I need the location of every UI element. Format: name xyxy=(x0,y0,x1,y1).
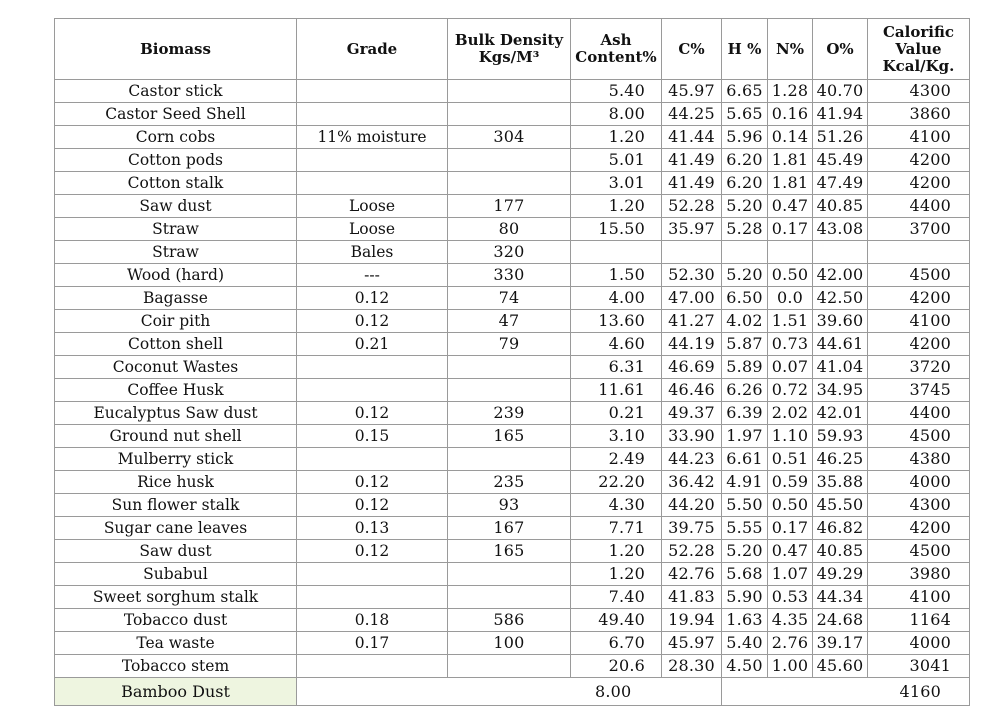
cell-grade xyxy=(297,655,448,678)
cell-carbon: 44.25 xyxy=(662,103,722,126)
cell-carbon: 19.94 xyxy=(662,609,722,632)
cell-calorific-value: 4100 xyxy=(868,586,970,609)
cell-carbon: 33.90 xyxy=(662,425,722,448)
cell-hydrogen: 5.28 xyxy=(722,218,768,241)
header-bulk-density: Bulk Density Kgs/M³ xyxy=(448,19,571,80)
cell-calorific-value: 4200 xyxy=(868,149,970,172)
cell-biomass: Mulberry stick xyxy=(55,448,297,471)
cell-hydrogen: 5.87 xyxy=(722,333,768,356)
cell-hydrogen: 6.20 xyxy=(722,149,768,172)
cell-hydrogen: 5.68 xyxy=(722,563,768,586)
biomass-properties-table xyxy=(54,18,970,706)
table-row xyxy=(55,241,970,264)
cell-biomass: Castor Seed Shell xyxy=(55,103,297,126)
cell-bulk-density xyxy=(448,448,571,471)
cell-bulk-density xyxy=(448,103,571,126)
cell-calorific-value xyxy=(868,241,970,264)
cell-nitrogen: 1.10 xyxy=(768,425,813,448)
cell-calorific-value: 4500 xyxy=(868,425,970,448)
table-row xyxy=(55,126,970,149)
cell-calorific-value: 4100 xyxy=(868,310,970,333)
cell-bulk-density xyxy=(448,655,571,678)
cell-biomass: Sweet sorghum stalk xyxy=(55,586,297,609)
cell-carbon: 45.97 xyxy=(662,80,722,103)
cell-biomass: Bagasse xyxy=(55,287,297,310)
cell-oxygen: 46.82 xyxy=(813,517,868,540)
cell-biomass: Subabul xyxy=(55,563,297,586)
cell-calorific-merged: 4160 xyxy=(722,678,970,706)
cell-hydrogen: 5.20 xyxy=(722,195,768,218)
cell-grade: Loose xyxy=(297,218,448,241)
cell-grade xyxy=(297,80,448,103)
cell-nitrogen: 0.47 xyxy=(768,195,813,218)
table-row xyxy=(55,356,970,379)
cell-oxygen: 35.88 xyxy=(813,471,868,494)
cell-hydrogen: 1.97 xyxy=(722,425,768,448)
cell-calorific-value: 3980 xyxy=(868,563,970,586)
cell-ash: 3.10 xyxy=(571,425,662,448)
cell-bulk-density xyxy=(448,379,571,402)
header-carbon: C% xyxy=(662,19,722,80)
cell-biomass: Eucalyptus Saw dust xyxy=(55,402,297,425)
cell-biomass: Cotton pods xyxy=(55,149,297,172)
cell-hydrogen: 4.91 xyxy=(722,471,768,494)
table-row xyxy=(55,195,970,218)
cell-nitrogen: 0.59 xyxy=(768,471,813,494)
cell-biomass: Rice husk xyxy=(55,471,297,494)
cell-carbon: 44.23 xyxy=(662,448,722,471)
cell-nitrogen: 2.02 xyxy=(768,402,813,425)
cell-grade: 0.13 xyxy=(297,517,448,540)
cell-bulk-density: 167 xyxy=(448,517,571,540)
cell-carbon: 28.30 xyxy=(662,655,722,678)
cell-bulk-density: 177 xyxy=(448,195,571,218)
cell-bulk-density: 93 xyxy=(448,494,571,517)
cell-calorific-value: 4000 xyxy=(868,632,970,655)
header-grade: Grade xyxy=(297,19,448,80)
cell-carbon xyxy=(662,241,722,264)
table-row xyxy=(55,494,970,517)
header-oxygen: O% xyxy=(813,19,868,80)
cell-hydrogen: 6.39 xyxy=(722,402,768,425)
cell-biomass: Corn cobs xyxy=(55,126,297,149)
table-row xyxy=(55,149,970,172)
cell-biomass: Tobacco stem xyxy=(55,655,297,678)
cell-grade: Bales xyxy=(297,241,448,264)
cell-carbon: 35.97 xyxy=(662,218,722,241)
table-row xyxy=(55,609,970,632)
table-row xyxy=(55,310,970,333)
cell-calorific-value: 4500 xyxy=(868,540,970,563)
cell-ash: 1.20 xyxy=(571,195,662,218)
cell-biomass: Wood (hard) xyxy=(55,264,297,287)
cell-oxygen: 41.04 xyxy=(813,356,868,379)
cell-calorific-value: 3700 xyxy=(868,218,970,241)
cell-calorific-value: 4400 xyxy=(868,195,970,218)
cell-grade: 0.17 xyxy=(297,632,448,655)
cell-carbon: 46.69 xyxy=(662,356,722,379)
cell-hydrogen: 5.55 xyxy=(722,517,768,540)
cell-carbon: 46.46 xyxy=(662,379,722,402)
cell-calorific-value: 4200 xyxy=(868,517,970,540)
table-row xyxy=(55,517,970,540)
table-row xyxy=(55,563,970,586)
cell-nitrogen: 1.00 xyxy=(768,655,813,678)
cell-carbon: 41.49 xyxy=(662,149,722,172)
cell-ash: 8.00 xyxy=(571,103,662,126)
cell-bulk-density xyxy=(448,172,571,195)
cell-biomass: Coir pith xyxy=(55,310,297,333)
cell-grade xyxy=(297,149,448,172)
cell-calorific-value: 4200 xyxy=(868,172,970,195)
cell-nitrogen: 0.16 xyxy=(768,103,813,126)
cell-ash: 11.61 xyxy=(571,379,662,402)
cell-hydrogen: 6.26 xyxy=(722,379,768,402)
cell-oxygen: 42.50 xyxy=(813,287,868,310)
cell-grade xyxy=(297,379,448,402)
table-row xyxy=(55,80,970,103)
cell-carbon: 44.19 xyxy=(662,333,722,356)
cell-ash: 20.6 xyxy=(571,655,662,678)
cell-bulk-density xyxy=(448,149,571,172)
cell-ash: 4.60 xyxy=(571,333,662,356)
table-row xyxy=(55,632,970,655)
cell-biomass: Sugar cane leaves xyxy=(55,517,297,540)
cell-grade: 0.12 xyxy=(297,402,448,425)
cell-ash: 5.40 xyxy=(571,80,662,103)
cell-carbon: 41.44 xyxy=(662,126,722,149)
cell-oxygen: 41.94 xyxy=(813,103,868,126)
cell-grade xyxy=(297,356,448,379)
header-calorific-value: Calorific Value Kcal/Kg. xyxy=(868,19,970,80)
cell-carbon: 41.83 xyxy=(662,586,722,609)
cell-bulk-density: 47 xyxy=(448,310,571,333)
cell-biomass: Tobacco dust xyxy=(55,609,297,632)
cell-ash: 49.40 xyxy=(571,609,662,632)
cell-hydrogen: 6.61 xyxy=(722,448,768,471)
cell-oxygen: 39.60 xyxy=(813,310,868,333)
cell-carbon: 41.27 xyxy=(662,310,722,333)
cell-calorific-value: 3745 xyxy=(868,379,970,402)
cell-ash: 4.00 xyxy=(571,287,662,310)
cell-bulk-density: 235 xyxy=(448,471,571,494)
cell-nitrogen: 0.0 xyxy=(768,287,813,310)
cell-nitrogen: 1.07 xyxy=(768,563,813,586)
table-body xyxy=(55,80,970,678)
cell-nitrogen: 0.72 xyxy=(768,379,813,402)
table-row xyxy=(55,218,970,241)
cell-bulk-density: 100 xyxy=(448,632,571,655)
cell-bulk-density xyxy=(448,80,571,103)
cell-biomass: Saw dust xyxy=(55,540,297,563)
cell-bulk-density: 79 xyxy=(448,333,571,356)
cell-grade xyxy=(297,103,448,126)
cell-biomass: Straw xyxy=(55,218,297,241)
cell-hydrogen: 5.20 xyxy=(722,264,768,287)
cell-bulk-density xyxy=(448,586,571,609)
cell-calorific-value: 4500 xyxy=(868,264,970,287)
cell-grade xyxy=(297,586,448,609)
cell-grade: 0.12 xyxy=(297,494,448,517)
cell-grade xyxy=(297,563,448,586)
table-row xyxy=(55,287,970,310)
cell-hydrogen: 5.50 xyxy=(722,494,768,517)
header-biomass: Biomass xyxy=(55,19,297,80)
cell-carbon: 36.42 xyxy=(662,471,722,494)
cell-biomass: Cotton stalk xyxy=(55,172,297,195)
cell-oxygen: 45.60 xyxy=(813,655,868,678)
cell-calorific-value: 3041 xyxy=(868,655,970,678)
cell-hydrogen: 5.65 xyxy=(722,103,768,126)
cell-oxygen: 42.01 xyxy=(813,402,868,425)
cell-biomass: Coffee Husk xyxy=(55,379,297,402)
cell-carbon: 49.37 xyxy=(662,402,722,425)
cell-carbon: 52.28 xyxy=(662,540,722,563)
cell-carbon: 44.20 xyxy=(662,494,722,517)
cell-grade: 0.12 xyxy=(297,287,448,310)
cell-nitrogen: 4.35 xyxy=(768,609,813,632)
cell-bulk-density: 320 xyxy=(448,241,571,264)
cell-ash: 4.30 xyxy=(571,494,662,517)
cell-ash: 2.49 xyxy=(571,448,662,471)
cell-calorific-value: 4200 xyxy=(868,333,970,356)
cell-grade xyxy=(297,172,448,195)
cell-oxygen: 40.85 xyxy=(813,195,868,218)
cell-oxygen: 44.61 xyxy=(813,333,868,356)
cell-carbon: 41.49 xyxy=(662,172,722,195)
cell-bulk-density xyxy=(448,563,571,586)
cell-carbon: 39.75 xyxy=(662,517,722,540)
cell-calorific-value: 3860 xyxy=(868,103,970,126)
cell-oxygen: 51.26 xyxy=(813,126,868,149)
cell-grade: 0.12 xyxy=(297,540,448,563)
cell-bulk-density: 165 xyxy=(448,540,571,563)
cell-bulk-density: 304 xyxy=(448,126,571,149)
cell-ash: 15.50 xyxy=(571,218,662,241)
cell-calorific-value: 4100 xyxy=(868,126,970,149)
header-nitrogen: N% xyxy=(768,19,813,80)
cell-carbon: 52.28 xyxy=(662,195,722,218)
cell-nitrogen: 1.51 xyxy=(768,310,813,333)
cell-ash: 0.21 xyxy=(571,402,662,425)
cell-nitrogen xyxy=(768,241,813,264)
cell-nitrogen: 1.81 xyxy=(768,172,813,195)
cell-oxygen: 39.17 xyxy=(813,632,868,655)
cell-nitrogen: 0.50 xyxy=(768,264,813,287)
cell-oxygen: 42.00 xyxy=(813,264,868,287)
cell-calorific-value: 3720 xyxy=(868,356,970,379)
cell-oxygen xyxy=(813,241,868,264)
table-row xyxy=(55,379,970,402)
cell-calorific-value: 4300 xyxy=(868,80,970,103)
cell-nitrogen: 0.50 xyxy=(768,494,813,517)
cell-oxygen: 44.34 xyxy=(813,586,868,609)
cell-carbon: 52.30 xyxy=(662,264,722,287)
cell-oxygen: 40.85 xyxy=(813,540,868,563)
cell-oxygen: 47.49 xyxy=(813,172,868,195)
cell-oxygen: 46.25 xyxy=(813,448,868,471)
cell-ash-merged: 8.00 xyxy=(297,678,722,706)
cell-ash: 13.60 xyxy=(571,310,662,333)
cell-oxygen: 34.95 xyxy=(813,379,868,402)
cell-hydrogen xyxy=(722,241,768,264)
table-row xyxy=(55,425,970,448)
cell-oxygen: 40.70 xyxy=(813,80,868,103)
cell-nitrogen: 1.28 xyxy=(768,80,813,103)
cell-grade: 11% moisture xyxy=(297,126,448,149)
cell-bulk-density: 330 xyxy=(448,264,571,287)
cell-biomass: Coconut Wastes xyxy=(55,356,297,379)
cell-grade xyxy=(297,448,448,471)
cell-carbon: 42.76 xyxy=(662,563,722,586)
cell-carbon: 45.97 xyxy=(662,632,722,655)
header-row xyxy=(55,19,970,80)
cell-hydrogen: 6.20 xyxy=(722,172,768,195)
cell-hydrogen: 5.96 xyxy=(722,126,768,149)
table-row xyxy=(55,586,970,609)
cell-oxygen: 59.93 xyxy=(813,425,868,448)
cell-grade: 0.18 xyxy=(297,609,448,632)
cell-biomass: Sun flower stalk xyxy=(55,494,297,517)
cell-nitrogen: 0.53 xyxy=(768,586,813,609)
header-ash-content: Ash Content% xyxy=(571,19,662,80)
cell-oxygen: 43.08 xyxy=(813,218,868,241)
table-row xyxy=(55,333,970,356)
table-row xyxy=(55,402,970,425)
table-row xyxy=(55,172,970,195)
cell-hydrogen: 5.90 xyxy=(722,586,768,609)
cell-biomass: Tea waste xyxy=(55,632,297,655)
cell-carbon: 47.00 xyxy=(662,287,722,310)
cell-biomass: Cotton shell xyxy=(55,333,297,356)
cell-ash: 6.31 xyxy=(571,356,662,379)
cell-hydrogen: 5.89 xyxy=(722,356,768,379)
cell-grade: Loose xyxy=(297,195,448,218)
cell-oxygen: 24.68 xyxy=(813,609,868,632)
cell-ash: 1.20 xyxy=(571,540,662,563)
cell-calorific-value: 4000 xyxy=(868,471,970,494)
cell-calorific-value: 1164 xyxy=(868,609,970,632)
cell-ash xyxy=(571,241,662,264)
cell-grade: 0.12 xyxy=(297,471,448,494)
cell-ash: 3.01 xyxy=(571,172,662,195)
cell-grade: 0.12 xyxy=(297,310,448,333)
cell-ash: 5.01 xyxy=(571,149,662,172)
table-row xyxy=(55,540,970,563)
cell-oxygen: 49.29 xyxy=(813,563,868,586)
cell-ash: 7.71 xyxy=(571,517,662,540)
cell-biomass: Saw dust xyxy=(55,195,297,218)
cell-hydrogen: 1.63 xyxy=(722,609,768,632)
cell-nitrogen: 0.17 xyxy=(768,218,813,241)
cell-grade: 0.21 xyxy=(297,333,448,356)
cell-nitrogen: 2.76 xyxy=(768,632,813,655)
cell-hydrogen: 6.50 xyxy=(722,287,768,310)
cell-grade: 0.15 xyxy=(297,425,448,448)
cell-hydrogen: 4.50 xyxy=(722,655,768,678)
cell-bulk-density xyxy=(448,356,571,379)
table-row-bamboo-dust xyxy=(55,678,970,706)
cell-calorific-value: 4300 xyxy=(868,494,970,517)
cell-ash: 22.20 xyxy=(571,471,662,494)
table-row xyxy=(55,471,970,494)
cell-nitrogen: 0.14 xyxy=(768,126,813,149)
cell-oxygen: 45.49 xyxy=(813,149,868,172)
cell-nitrogen: 0.73 xyxy=(768,333,813,356)
cell-biomass: Ground nut shell xyxy=(55,425,297,448)
cell-nitrogen: 0.51 xyxy=(768,448,813,471)
cell-ash: 1.50 xyxy=(571,264,662,287)
cell-calorific-value: 4400 xyxy=(868,402,970,425)
cell-bulk-density: 80 xyxy=(448,218,571,241)
cell-grade: --- xyxy=(297,264,448,287)
cell-bulk-density: 165 xyxy=(448,425,571,448)
cell-hydrogen: 5.20 xyxy=(722,540,768,563)
cell-nitrogen: 1.81 xyxy=(768,149,813,172)
cell-biomass: Straw xyxy=(55,241,297,264)
cell-hydrogen: 5.40 xyxy=(722,632,768,655)
cell-bulk-density: 239 xyxy=(448,402,571,425)
cell-ash: 6.70 xyxy=(571,632,662,655)
cell-ash: 7.40 xyxy=(571,586,662,609)
header-hydrogen: H % xyxy=(722,19,768,80)
cell-ash: 1.20 xyxy=(571,126,662,149)
cell-calorific-value: 4380 xyxy=(868,448,970,471)
table-row xyxy=(55,655,970,678)
cell-nitrogen: 0.47 xyxy=(768,540,813,563)
cell-ash: 1.20 xyxy=(571,563,662,586)
cell-biomass: Bamboo Dust xyxy=(55,678,297,706)
cell-bulk-density: 74 xyxy=(448,287,571,310)
table-row xyxy=(55,448,970,471)
cell-oxygen: 45.50 xyxy=(813,494,868,517)
cell-nitrogen: 0.07 xyxy=(768,356,813,379)
table-row xyxy=(55,264,970,287)
cell-biomass: Castor stick xyxy=(55,80,297,103)
cell-hydrogen: 6.65 xyxy=(722,80,768,103)
cell-nitrogen: 0.17 xyxy=(768,517,813,540)
cell-bulk-density: 586 xyxy=(448,609,571,632)
cell-hydrogen: 4.02 xyxy=(722,310,768,333)
table-row xyxy=(55,103,970,126)
cell-calorific-value: 4200 xyxy=(868,287,970,310)
